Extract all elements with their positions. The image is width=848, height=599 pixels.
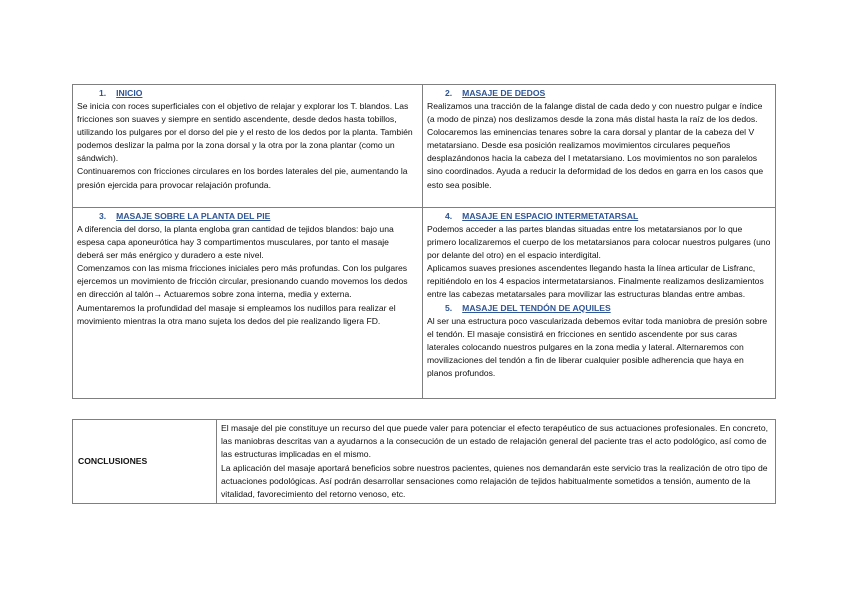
section-paragraph: Comenzamos con las misma fricciones iniciales pero más profundas. Con los pulgares ejercemos un movimiento de fricción circular, presionando cuando movemos los dedos en dirección al talón→ Actuaremos sobre zona interna, media y externa. [77,263,408,300]
section-paragraph: Colocaremos las eminencias tenares sobre la cara dorsal y plantar de la cabeza del V metatarsiano. Desde esa posición realizamos movimientos circulares pequeños desplazándonos hacia la cabeza del I metatarsiano. Los movimientos no son paralelos sino coordinados. Ayuda a reducir la deformidad de los dedos en garra en los casos que esto sea posible. [427,127,764,190]
section-paragraph: Se inicia con roces superficiales con el objetivo de relajar y explorar los T. blandos. Las fricciones son suaves y siempre en sentido ascendente, desde dedos hasta tobillos, utilizando los pulgares por el dorso del pie y el resto de los dedos por la planta. También podemos deslizar la palma por la zona dorsal y la otra por la zona plantar (como un sándwich). [77,101,413,164]
conclusions-table [72,419,776,504]
section-paragraph: Realizamos una tracción de la falange distal de cada dedo y con nuestro pulgar e índice (a modo de pinza) nos deslizamos desde la zona más distal hasta la raíz de los dedos. [427,101,763,125]
section-paragraph: Aumentaremos la profundidad del masaje si empleamos los nudillos para realizar el movimiento mientras la otra mano sujeta los dedos del pie realizando ligera FD. [77,302,396,326]
table-row [73,208,776,399]
section-heading: 2. MASAJE DE DEDOS [445,88,546,98]
table-row [73,420,776,504]
table-row [73,85,776,208]
techniques-table [72,84,776,399]
section-heading: 3. MASAJE SOBRE LA PLANTA DEL PIE [99,211,271,221]
section-paragraph: Continuaremos con fricciones circulares en los bordes laterales del pie, aumentando la presión ejercida para provocar relajación profunda. [77,166,408,190]
section-paragraph: A diferencia del dorso, la planta engloba gran cantidad de tejidos blandos: bajo una espesa capa aponeurótica hay 3 compartimentos musculares, por tanto el masaje deberá ser más enérgico y duradero a este nivel. [77,224,394,261]
conclusions-text [217,420,776,504]
section-paragraph: Al ser una estructura poco vascularizada debemos evitar toda maniobra de presión sobre el tendón. El masaje consistirá en fricciones en sentido ascendente por sus caras laterales colocando nuestros pulgares en la zona media y lateral. Alternaremos con movilizaciones del tendón a fin de liberar cualquier posible adherencia que haya en planos profundos. [427,315,768,378]
section-paragraph: Podemos acceder a las partes blandas situadas entre los metatarsianos por lo que primero localizaremos el cuerpo de los metatarsianos para colocar nuestros pulgares (uno por delante del otro) en el espacio interdigital. [427,224,771,261]
section-masaje-de-dedos [423,85,776,208]
section-inicio [73,85,423,208]
section-espacio-intermetatarsal [423,208,776,399]
section-planta-del-pie [73,208,423,399]
conclusions-paragraph: El masaje del pie constituye un recurso del que puede valer para potenciar el efecto terapéutico de sus actuaciones profesionales. En concreto, las maniobras descritas van a ayudarnos a la consecución de un estado de relajación general del paciente tras el acto podológico, así como de las estructuras implicadas en el mismo. [221,423,768,460]
section-heading: 1. INICIO [99,88,143,98]
conclusions-paragraph: La aplicación del masaje aportará beneficios sobre nuestros pacientes, quienes nos demandarán este servicio tras la realización de otro tipo de actuaciones podológicas. Así podrán desarrollar sensaciones como relajación de tejidos habitualmente sometidos a tensión, aumento de la vitalidad, favorecimiento del retorno venoso, etc. [221,462,768,500]
section-heading: 5. MASAJE DEL TENDÓN DE AQUILES [445,302,611,313]
conclusions-label: CONCLUSIONES [73,420,217,504]
section-paragraph: Aplicamos suaves presiones ascendentes llegando hasta la línea articular de Lisfranc, repitiéndolo en los 4 espacios intermetatarsianos. Finalmente realizamos deslizamientos entre las cabezas metatarsales para movilizar las estructuras blandas entre ambas. [427,263,764,300]
section-heading: 4. MASAJE EN ESPACIO INTERMETATARSAL [445,211,639,221]
